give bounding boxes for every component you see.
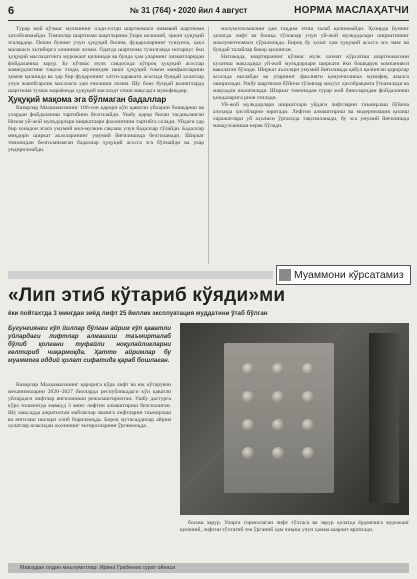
button-icon xyxy=(302,363,314,375)
column-divider xyxy=(208,26,209,264)
button-icon xyxy=(272,419,284,431)
article-body-left xyxy=(8,382,171,430)
page-number: 6 xyxy=(8,5,15,17)
paragraph: босиш зарур. Уларга тормозлаган лифт тўхтаса ва зарур ҳолатда ёрдамчига мурожаат қилиниб, лифтни тўхтатиб тек ўрганиб ҳам чиқиш учун ҳамма шароит яратилди. xyxy=(180,520,409,533)
elevator-buttons-photo xyxy=(180,323,409,515)
subheading: Ҳуқуқий мақома эга бўлмаган бадаллар xyxy=(8,95,167,105)
publication-title: НОРМА МАСЛАҲАТЧИ xyxy=(294,5,409,16)
article-body-right xyxy=(180,520,409,534)
button-icon xyxy=(302,419,314,431)
button-icon xyxy=(272,447,284,459)
article-headline: «Лип этиб кўтариб кўяди»ми xyxy=(8,285,286,306)
header-rule xyxy=(8,20,409,21)
paragraph: Вазирлар Маҳкамасининг қарорига кўра лифт ва юк кўтарувчи механизмларни 2020–2027 йилларда республикадаги кўп қаватли уйлардаги лифтлар янгиланиши режалаштирилган. Ушбу дастурга кўра тошкентда мавжуд 3 минг лифтни алмаштириш белгиланган. Шу мақсадда ажратилган маблағлар эвазига лифтларни таъмирлаш ва янгилаш ишлари олиб борилмоқда. Бироқ мутасаддилар айрим ҳолатлар юзасидан аҳолининг эътирозларини ўрганмоқда. xyxy=(8,382,171,430)
button-icon xyxy=(302,391,314,403)
elevator-frame xyxy=(369,333,399,503)
article-subtitle: ёки пойтахтда 3 мингдан зиёд лифт 25 йиллик эксплуатация муддатини ўтаб бўлган xyxy=(8,310,268,317)
page-header xyxy=(8,5,409,19)
article-lead: Бугунгиянги кўп йиллар бўлган айрим кўп қаватли уйлардаги лифтлар алмашиш таъмирталаб бўлиб қолгани туфайли ноқулайликларни келтириб чиқармоқда. Ҳатто айримлар бу муаммога оддий ҳолат сифатида қараб бошлаган. xyxy=(8,325,171,364)
button-icon xyxy=(272,363,284,375)
paragraph: Уй-жой мулкдорлари ширкатлари уйдаги лифтларни таъмирлаш бўйича алоҳида ҳисобларни юритади. Лифтни алмаштириш ва модернизация қилиш харажатлари уй аҳолиси ўртасида тақсимланади, бу эса умумий йиғилишда маъқулланиши керак бўлади. xyxy=(213,101,409,129)
button-icon xyxy=(242,419,254,431)
square-icon xyxy=(279,269,291,281)
section-bar xyxy=(8,271,273,279)
top-left-column xyxy=(8,26,204,153)
button-icon xyxy=(272,391,284,403)
paragraph: Турар жой кўчмас мулкининг олди-сотди шартномаси оммавий шартнома ҳисобланмайди. Томонлар шартнома шартларини ўзаро келишиб, эркин ҳуқуқий эгалардир. Пекин бунинг учун ҳуқуқий билим, фуқароларнинг тушунча, ҳакл малакаси эътиборга олиниши лозим. Одатда шартнома тузилганда нотариус ёки ҳуқуқий маслаҳатчига мурожаат қилинади ва бунда ҳам уларнинг хизматларидан фойдаланиш зарур. Бу кўчмас мулк савдосида кўпроқ ҳуқуқий асослар мавжудлигини тақозо этади, шунингдек икки ҳуқуқий томон манфаатларини ҳимоя қилишда ва ҳар бир фуқаронинг хатти-ҳаракати асосида бундай ҳолатлар учун жавобгарлик масаласи ҳам ечилиши лозим. Шу боис бундай вазиятларда шартнома тузиш жараёнида ҳуқуқий маслаҳат олиш мақсадга мувофиқдир. xyxy=(8,26,204,95)
paragraph: Натижада, квартиранинг кўчмас мулк хизмат кўрсатиш шартномасини кузатиш мақсадида уй-жой мулкдорлари ширкати ёки бошқарув компанияси ваколатли бўлади. Ширкат аъзолари умумий йиғилишда қабул қилинган қарорлар асосида ишлайди ва уларнинг фаолияти қонунчиликка мувофиқ амалга оширилади. Ушбу шартнома бўйича тўловлар маҳсус ҳисобрақамга ўтказилади ва мақсадли ишлатилади. Ширкат томонидан турар жой биноларидан фойдаланиш қоидаларига риоя этилади. xyxy=(213,53,409,102)
button-icon xyxy=(242,391,254,403)
paragraph: малумотномасини ҳам тақдим этиш талаб қилинмайди. Ҳозирда Бунинг ҳолатда лифт ва бошқа тўловлар учун уй-жой мулкдорлари ширкатининг маълумотномаси сўралмоқда. Бироқ бу ҳолат ҳам ҳуқуқий асосга эга эмас ва бундай талаблар бекор қилинган. xyxy=(213,26,409,53)
section-label-box xyxy=(276,265,411,285)
top-right-column xyxy=(213,26,409,130)
page-footer: Мавзудан олдин маълумотлар: Ирина Грабенюк сурат ойнаси xyxy=(8,563,409,573)
button-icon xyxy=(242,447,254,459)
button-icon xyxy=(242,363,254,375)
button-icon xyxy=(302,447,314,459)
paragraph: Вазирлар Маҳкамасининг 106-сон қарори кўп қаватли уйларни бошқариш ва улардан фойдаланиш тартибини белгилайди. Ушбу қарор билан тасдиқланган Низом уй-жой мулкдорлари ширкатлари фаолиятини тартибга солади. Уйдаги ҳар бир хонадон эгаси умумий мол-мулкни сақлаш учун бадаллар тўлайди. Бадаллар миқдори ширкат аъзоларининг умумий йиғилишида белгиланади. Ширкат томонидан белгиланмаган бадаллар ҳуқуқий асосга эга бўлмайди ва улар ундирилмайди. xyxy=(8,105,204,153)
section-label: Муаммони кўрсатамиз xyxy=(294,269,404,281)
issue-info: № 31 (764) • 2020 йил 4 август xyxy=(130,6,248,15)
